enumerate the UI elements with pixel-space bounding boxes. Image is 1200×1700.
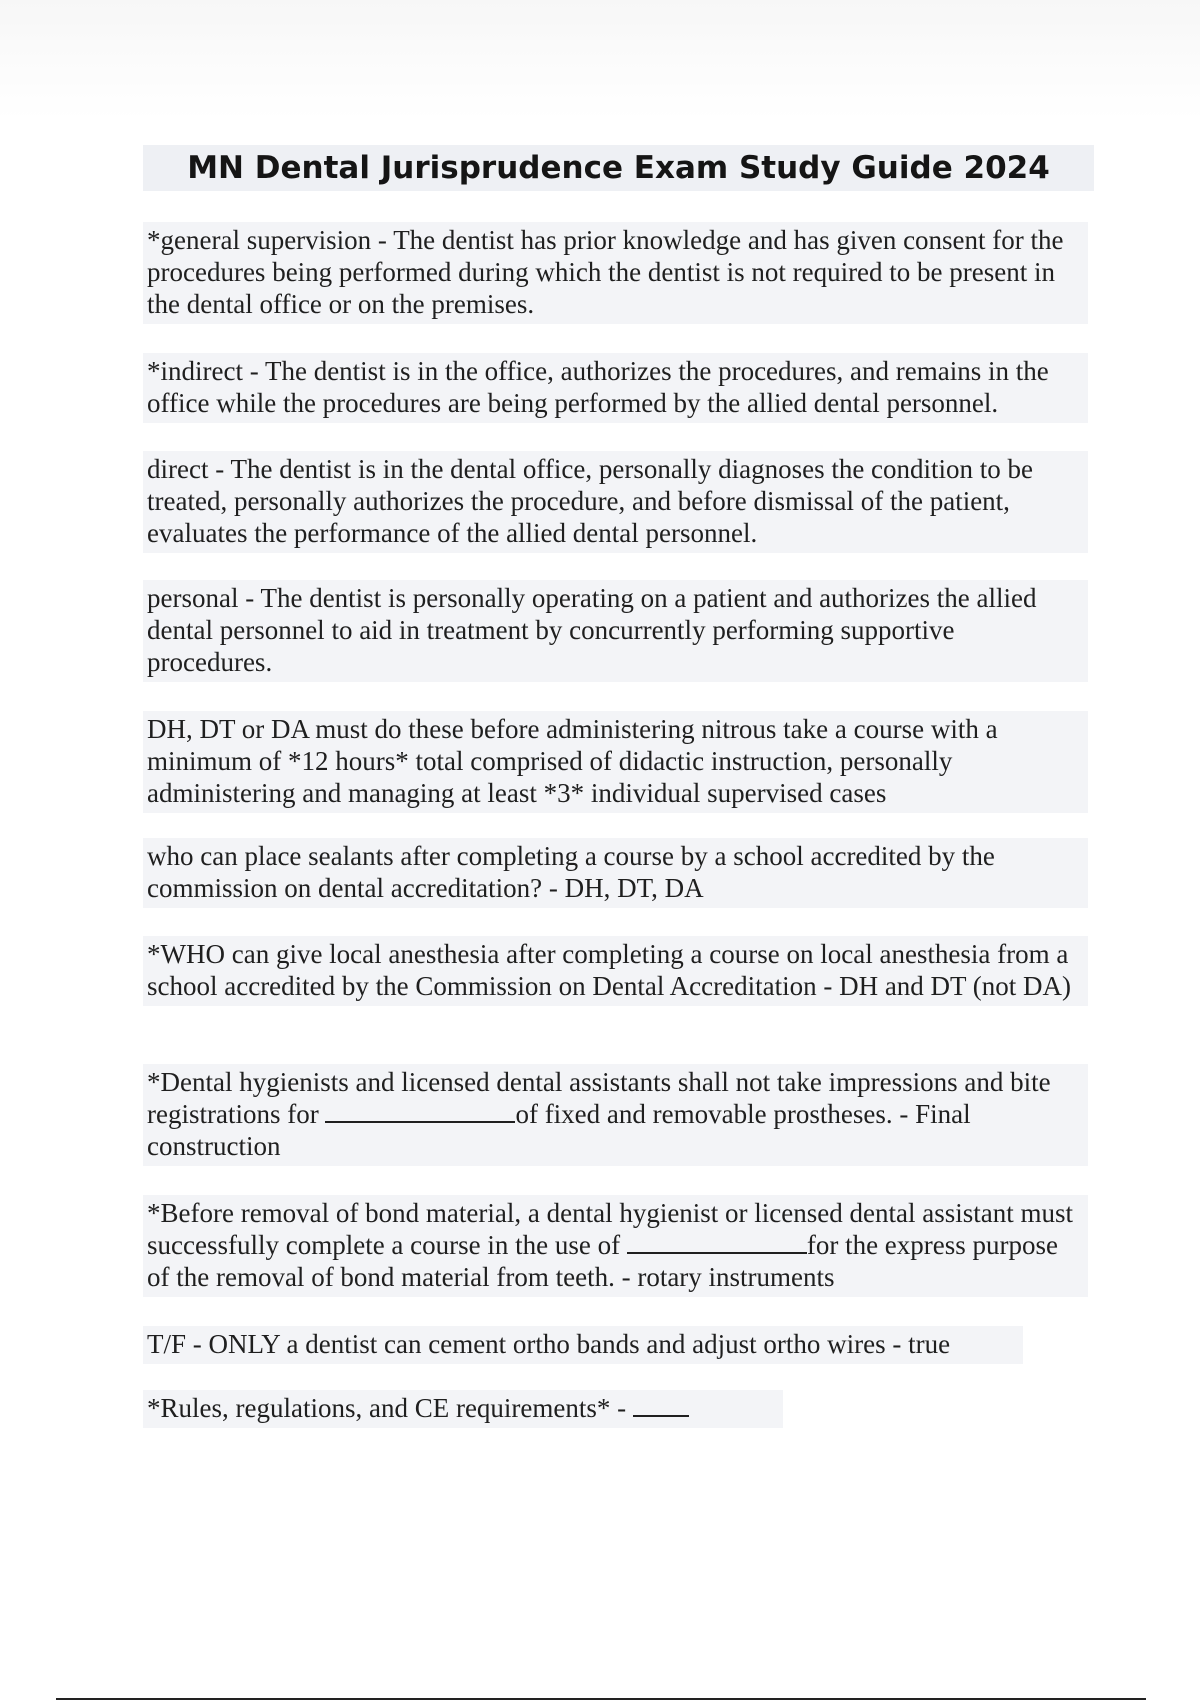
entry-impressions [143,1064,1088,1166]
title-bar [143,145,1094,191]
page-title: MN Dental Jurisprudence Exam Study Guide 2024 [187,150,1050,186]
entry-indirect: *indirect - The dentist is in the office, authorizes the procedures, and remains in the office while the procedures are being performed by the allied dental personnel. [143,353,1088,423]
entry-general-supervision: *general supervision - The dentist has prior knowledge and has given consent for the procedures being performed during which the dentist is not required to be present in the dental office or on the premises. [143,222,1088,324]
entry-bond-removal-before: *Before removal of bond material, a dental hygienist or licensed dental assistant must successfully complete a course in the use of [147,1198,1073,1260]
entry-rules [143,1390,783,1428]
entry-rules-before: *Rules, regulations, and CE requirements* - [147,1393,633,1423]
fill-in-blank [633,1393,689,1417]
entry-nitrous-course: DH, DT or DA must do these before administering nitrous take a course with a minimum of *12 hours* total comprised of didactic instruction, personally administering and managing at least *3* individual supervised cases [143,711,1088,813]
entry-impressions-before: *Dental hygienists and licensed dental assistants shall not take impressions and bite registrations for [147,1067,1051,1129]
entry-sealants: who can place sealants after completing a course by a school accredited by the commission on dental accreditation? - DH, DT, DA [143,838,1088,908]
entry-impressions-after: of fixed and removable prostheses. - Final construction [147,1099,971,1161]
entry-direct: direct - The dentist is in the dental office, personally diagnoses the condition to be treated, personally authorizes the procedure, and before dismissal of the patient, evaluates the performance of the allied dental personnel. [143,451,1088,553]
entry-personal: personal - The dentist is personally operating on a patient and authorizes the allied dental personnel to aid in treatment by concurrently performing supportive procedures. [143,580,1088,682]
entry-local-anesthesia: *WHO can give local anesthesia after completing a course on local anesthesia from a school accredited by the Commission on Dental Accreditation - DH and DT (not DA) [143,936,1088,1006]
fill-in-blank [627,1230,807,1254]
entry-bond-removal [143,1195,1088,1297]
page-top-shade [0,0,1200,120]
entry-ortho: T/F - ONLY a dentist can cement ortho bands and adjust ortho wires - true [143,1326,1023,1364]
entry-bond-removal-after: for the express purpose of the removal of bond material from teeth. - rotary instruments [147,1230,1059,1292]
fill-in-blank [325,1099,515,1123]
